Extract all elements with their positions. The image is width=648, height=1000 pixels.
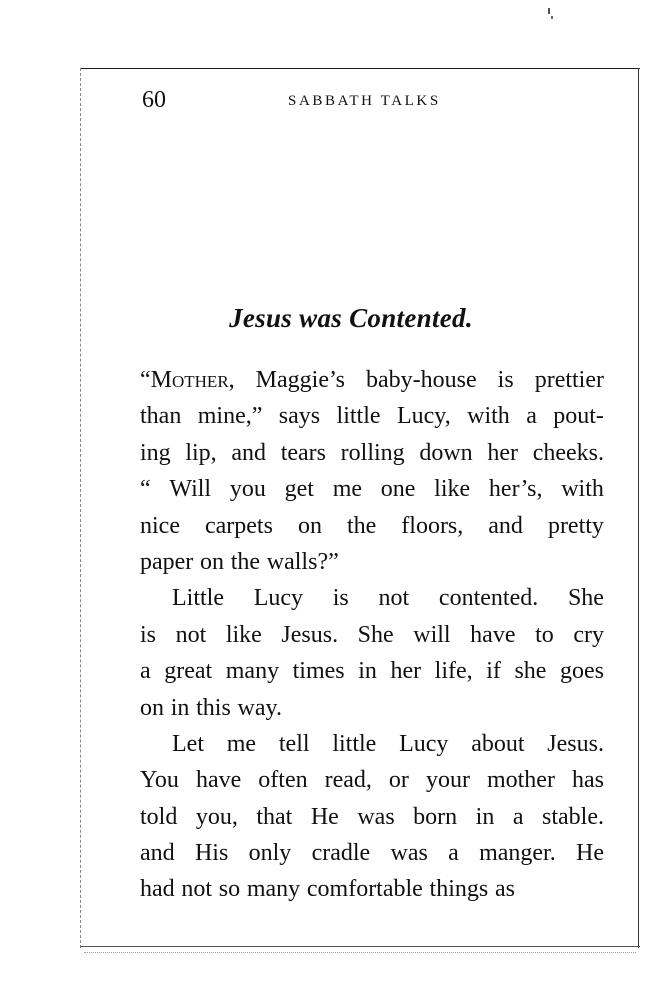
body-line <box>140 362 604 398</box>
body-word: if <box>486 658 501 685</box>
body-word: about <box>471 730 525 757</box>
body-word: You <box>140 767 179 794</box>
body-word: your <box>425 767 470 794</box>
body-word: like <box>434 476 471 503</box>
body-word: Will <box>169 476 212 503</box>
body-word: me <box>332 476 363 503</box>
body-word: comfortable <box>306 876 423 903</box>
body-word: Lucy <box>253 585 304 612</box>
body-word: lip, <box>185 439 217 466</box>
body-word: to <box>535 621 554 648</box>
body-word: Jesus. <box>547 730 604 757</box>
body-word: was <box>390 840 428 867</box>
body-word: a <box>526 403 537 430</box>
body-word: with <box>561 476 604 503</box>
body-word: Jesus. <box>281 621 339 648</box>
running-head: SABBATH TALKS <box>288 93 441 109</box>
body-word: contented. <box>438 585 539 612</box>
body-word: the <box>230 548 261 575</box>
body-word: floors, <box>401 512 464 539</box>
body-word: a <box>448 840 459 867</box>
body-word: was <box>357 803 395 830</box>
body-line <box>140 508 604 544</box>
body-word: walls?” <box>266 548 339 575</box>
body-word: She <box>567 585 604 612</box>
body-word: a <box>140 658 151 685</box>
body-word: He <box>576 840 604 867</box>
body-word: or <box>388 767 409 794</box>
body-word: her <box>487 439 519 466</box>
body-word: have <box>470 621 516 648</box>
body-word: in <box>358 658 377 685</box>
body-word: Lucy, <box>396 403 451 430</box>
body-word: tell <box>278 730 310 757</box>
body-word: tears <box>280 439 326 466</box>
body-word: She <box>357 621 394 648</box>
page-frame-right-rule <box>638 68 639 948</box>
body-word: little <box>336 403 381 430</box>
body-word: this <box>196 694 231 721</box>
body-word: as <box>494 876 515 903</box>
body-word: Little <box>172 585 224 612</box>
body-word: on <box>297 512 322 539</box>
body-line <box>140 799 604 835</box>
body-word: will <box>413 621 451 648</box>
body-word: her’s, <box>488 476 543 503</box>
body-word: and <box>488 512 523 539</box>
body-word: her <box>390 658 422 685</box>
body-word: you <box>229 476 266 503</box>
body-word: has <box>571 767 604 794</box>
body-word: “ <box>140 476 151 503</box>
body-word: have <box>195 767 242 794</box>
body-word: way. <box>237 694 282 721</box>
body-word: often <box>258 767 308 794</box>
body-word: cradle <box>311 840 371 867</box>
section-title: Jesus was Contented. <box>229 303 473 333</box>
body-line <box>140 726 604 762</box>
body-word: baby-house <box>366 367 477 393</box>
body-word: on <box>200 548 225 575</box>
body-line <box>140 871 604 907</box>
body-word: goes <box>560 658 604 685</box>
body-word: little <box>332 730 377 757</box>
body-word: rolling <box>340 439 405 466</box>
body-word: get <box>284 476 314 503</box>
page-frame-bottom-dotted-rule <box>84 952 636 953</box>
body-word: times <box>292 658 345 685</box>
scan-speck <box>548 8 550 14</box>
body-word: one <box>380 476 416 503</box>
body-word: life, <box>434 658 473 685</box>
body-line <box>140 653 604 689</box>
body-word: is <box>332 585 349 612</box>
body-word: only <box>248 840 292 867</box>
body-word: many <box>246 876 301 903</box>
body-word: prettier <box>534 367 604 393</box>
body-word: mother <box>486 767 555 794</box>
body-word: not <box>378 585 410 612</box>
body-word: you, <box>195 803 238 830</box>
body-word: Maggie’s <box>255 367 345 393</box>
body-word: cry <box>573 621 604 648</box>
body-word: nice <box>140 512 180 539</box>
body-line <box>140 835 604 871</box>
body-word: Lucy <box>399 730 449 757</box>
body-word: so <box>218 876 241 903</box>
body-word: Let <box>172 730 204 757</box>
body-word: a <box>512 803 524 830</box>
body-line <box>140 544 604 580</box>
body-word: than <box>140 403 182 430</box>
body-word: carpets <box>204 512 273 539</box>
body-word: told <box>140 803 178 830</box>
page-frame-left-rule <box>80 68 81 948</box>
body-word: and <box>231 439 267 466</box>
body-word: “Mother, <box>140 367 235 393</box>
body-word: says <box>278 403 321 430</box>
body-line <box>140 690 604 726</box>
body-word: she <box>514 658 547 685</box>
body-word: like <box>225 621 262 648</box>
body-word: down <box>419 439 473 466</box>
body-word: He <box>310 803 339 830</box>
page-frame-top-rule <box>80 68 640 69</box>
body-word: stable. <box>541 803 604 830</box>
body-line <box>140 617 604 653</box>
body-line <box>140 580 604 616</box>
body-word: not <box>175 621 207 648</box>
body-line <box>140 435 604 471</box>
body-word: read, <box>324 767 372 794</box>
body-word: me <box>226 730 257 757</box>
body-word: things <box>429 876 489 903</box>
body-word: His <box>194 840 229 867</box>
body-word: pout- <box>553 403 604 430</box>
body-word: great <box>164 658 213 685</box>
body-word: pretty <box>547 512 604 539</box>
body-word: ing <box>140 439 171 466</box>
body-word: cheeks. <box>532 439 604 466</box>
scan-speck <box>551 16 553 19</box>
page-number: 60 <box>142 87 166 113</box>
body-word: the <box>346 512 377 539</box>
body-word: not <box>181 876 213 903</box>
body-word: many <box>225 658 280 685</box>
body-word: on <box>140 694 164 721</box>
body-word: born <box>413 803 458 830</box>
body-word: paper <box>140 548 194 575</box>
body-word: in <box>170 694 190 721</box>
body-word: is <box>497 367 514 393</box>
body-word: manger. <box>479 840 556 867</box>
body-line <box>140 398 604 434</box>
body-line <box>140 762 604 798</box>
page-frame-bottom-rule <box>80 946 640 947</box>
body-word: and <box>140 840 175 867</box>
body-word: with <box>467 403 510 430</box>
body-word: that <box>256 803 293 830</box>
body-word: in <box>475 803 495 830</box>
body-text <box>140 362 604 908</box>
body-word: is <box>140 621 157 648</box>
body-word: had <box>140 876 175 903</box>
body-line <box>140 471 604 507</box>
body-word: mine,” <box>197 403 263 430</box>
